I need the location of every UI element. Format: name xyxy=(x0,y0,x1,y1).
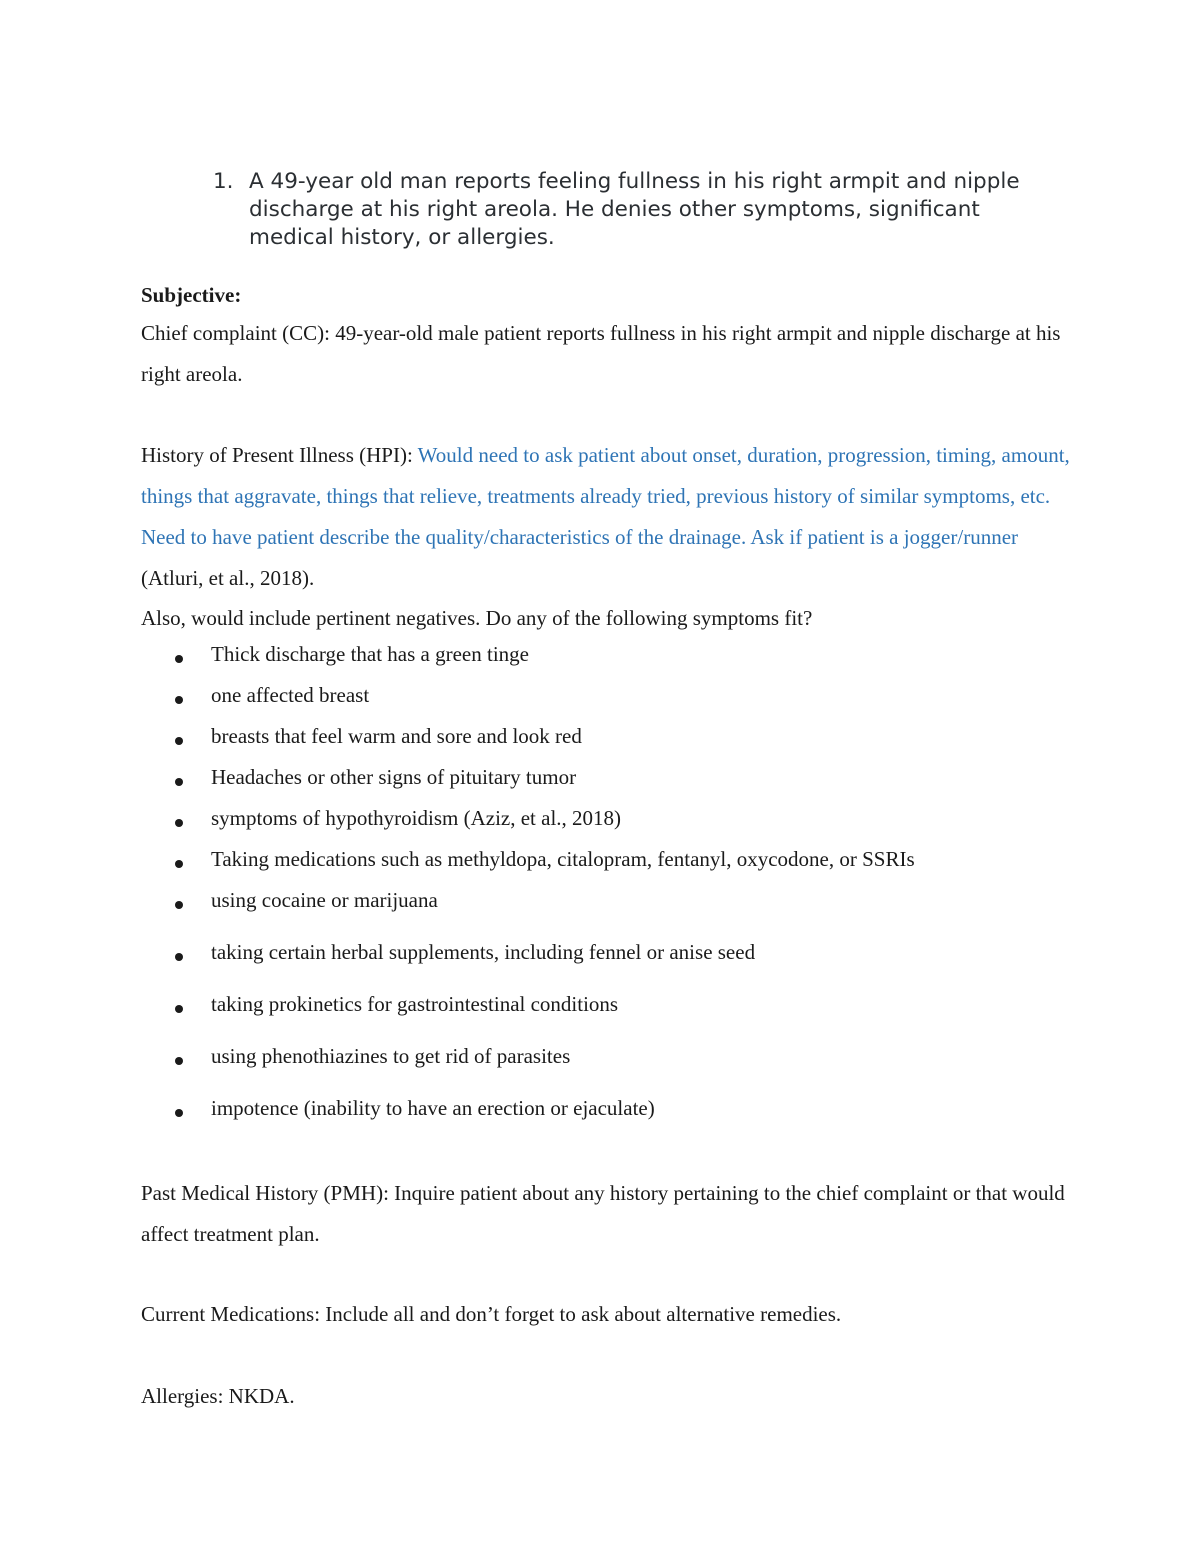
bullet-icon xyxy=(175,778,183,786)
bullet-icon xyxy=(175,696,183,704)
chief-complaint-paragraph: Chief complaint (CC): 49-year-old male patient reports fullness in his right armpit and nipple discharge at his right areola. xyxy=(141,321,1061,386)
bullet-icon xyxy=(175,1005,183,1013)
pertinent-negatives-intro: Also, would include pertinent negatives. Do any of the following symptoms fit? xyxy=(141,606,813,630)
hpi-questions-text: Would need to ask patient about onset, duration, progression, timing, amount, things that aggravate, things that relieve, treatments already tried, previous history of similar symptoms, etc. Need to have patient describe the quality/characteristics of the drainage. Ask if patient is a jogger/runner xyxy=(141,443,1070,549)
bullet-icon xyxy=(175,655,183,663)
bullet-icon xyxy=(175,860,183,868)
bullet-icon xyxy=(175,819,183,827)
hpi-citation: (Atluri, et al., 2018). xyxy=(141,566,315,590)
document-page: 1. A 49-year old man reports feeling fullness in his right armpit and nipple discharge at his right areola. He denies other symptoms, significant medical history, or allergies. Subjective: Chief complaint (CC): 49-year-old male patient reports fullness in his right armpit and nipple discharge at his right areola. History of Present Illness (HPI): Would need to ask patient about onset, duration, progression, timing, amount, things that aggravate, things that relieve, treatments already tried, previous history of similar symptoms, etc. Need to have patient describe the quality/characteristics of the drainage. Ask if patient is a jogger/runner (Atluri, et al., 2018). Also, would include pertinent negatives. Do any of the following symptoms fit? Thick discharge that has a green tinge one affected breast breasts that feel warm and sore and look red Headaches or other signs of pituitary tumor symptoms of hypothyroidism (Aziz, et al., 2018) Taking medications such as methyldopa, citalopram, fentanyl, oxycodone, or SSRIs using cocaine or marijuana taking certain herbal supplements, including fennel or anise seed taking prokinetics for gastrointestinal conditions using phenothiazines to get rid of parasites impotence (inability to have an erection or ejaculate) Past Medical History (PMH): Inquire patient about any history pertaining to the chief complaint or that would affect treatment plan. Current Medications: Include all and don’t forget to ask about alternative remedies. Allergies: NKDA. xyxy=(0,0,1200,1553)
bullet-icon xyxy=(175,953,183,961)
subjective-heading: Subjective: xyxy=(141,283,242,307)
bullet-icon xyxy=(175,901,183,909)
question-text: A 49-year old man reports feeling fullness in his right armpit and nipple discharge at his right areola. He denies other symptoms, significant medical history, or allergies. xyxy=(249,169,1020,250)
current-medications-paragraph: Current Medications: Include all and don’t forget to ask about alternative remedies. xyxy=(141,1302,842,1326)
question-number: 1. xyxy=(213,169,234,194)
bullet-icon xyxy=(175,1109,183,1117)
bullet-icon xyxy=(175,737,183,745)
allergies-paragraph: Allergies: NKDA. xyxy=(141,1384,295,1408)
past-medical-history-paragraph: Past Medical History (PMH): Inquire patient about any history pertaining to the chief complaint or that would affect treatment plan. xyxy=(141,1181,1065,1246)
hpi-paragraph xyxy=(141,435,1071,599)
hpi-label: History of Present Illness (HPI): xyxy=(141,443,418,467)
bullet-icon xyxy=(175,1057,183,1065)
